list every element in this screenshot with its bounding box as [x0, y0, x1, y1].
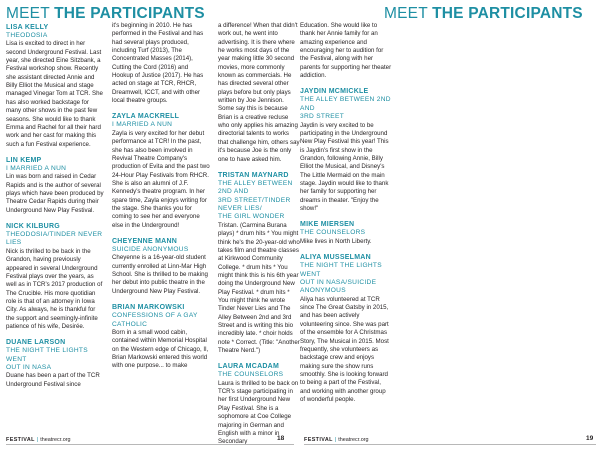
participant-entry: [112, 237, 210, 296]
participant-bio: Jaydin is very excited to be participating in the Underground New Play Festival this year! This is Jaydin's first show in the Grandon, following Annie, Billy Elliot the Musical, and Disney's The Little Mermaid on the main stage. Jaydin would like to thank her family for supporting her dreams in theater. "Enjoy the show!": [300, 121, 389, 213]
participant-name: MIKE MIERSEN: [300, 221, 355, 229]
participant-role: THE ALLEY BETWEEN 2ND AND: [300, 96, 391, 112]
participant-name: ALIYA MUSSELMAN: [300, 254, 371, 262]
participant-name: LISA KELLY: [6, 24, 49, 31]
participant-role: THE NIGHT THE LIGHTS WENT: [6, 347, 88, 363]
participant-entry: [6, 338, 104, 389]
participant-name: JAYDIN MCMICKLE: [300, 88, 369, 96]
participant-bio: Lin was born and raised in Cedar Rapids and is the author of several plays which have been produced by Theatre Cedar Rapids during their Underground New Play Festival.: [6, 173, 104, 214]
page-number: 18: [277, 435, 285, 442]
participant-role: THE NIGHT THE LIGHTS WENT: [300, 262, 382, 278]
participant-entry: [218, 22, 300, 164]
participant-bio: Born in a small wood cabin, contained within Memorial Hospital on the Western edge of Chicago, Il, Brian Markowski entered this world with one purpose... to make: [112, 328, 209, 370]
page-right: [300, 0, 600, 456]
participant-role: THEODOSIA/TINDER NEVER LIES: [6, 231, 103, 247]
footer-brand: FESTIVAL: [304, 437, 333, 443]
footer-separator: |: [334, 437, 337, 443]
participant-entry: [300, 22, 392, 80]
participant-entry: [6, 156, 104, 215]
participant-entry: [218, 171, 300, 356]
column-3: [218, 22, 300, 454]
participant-name: DUANE LARSON: [6, 339, 66, 347]
participant-entry: [300, 87, 392, 213]
participant-bio: Mike lives in North Liberty.: [300, 237, 372, 245]
participant-role: ANONYMOUS: [300, 287, 346, 295]
participant-name: BRIAN MARKOWSKI: [112, 304, 185, 312]
title-bold: THE PARTICIPANTS: [54, 5, 205, 22]
participant-bio: Education. She would like to thank her Annie family for an amazing experience and encouraging her to audition for the Festival, along with her parents for supporting her theater addiction.: [300, 22, 392, 80]
footer-rule: [304, 444, 596, 445]
participant-bio: Aliya has volunteered at TCR since The Great Gatsby in 2015, and has been actively volunteering since. She was part of the ensemble for A Christmas Story, The Musical in 2015. Most frequently, she volunteers as backstage crew and enjoys making sure the show runs smoothly. She is looking forward to being a part of the Festival, and working with another group of wonderful people.: [300, 295, 389, 403]
participant-entry: [6, 222, 104, 331]
participant-role: OUT IN NASA: [6, 364, 52, 372]
participant-role: THEODOSIA: [6, 32, 48, 39]
participant-role: THE COUNSELORS: [300, 229, 366, 237]
title-thin: MEET: [384, 5, 428, 22]
participant-role: I MARRIED A NUN: [6, 164, 67, 172]
participant-bio: Nick is thrilled to be back in the Grandon, having previously appeared in several Underground Festival plays over the years, as well as in TCR's 2017 production of The Crucible. His more quotidian role is that of an attorney in Iowa City. As always, he is thankful for the support and seemingly-infinite patience of his wife, Desirée.: [6, 247, 103, 330]
participant-bio: a difference! When that didn't work out, he went into advertising. It is there where he works most days of the year making little 30 second movies, more commonly known as commercials. He has directed several other plays before but only plays written by Joe Jennison. Some say this is because Brian is a creative recluse who only applies his amazing directorial talents to works that challenge him, others say it's because Joe is the only one to have asked him.: [218, 22, 300, 163]
participant-entry: [6, 23, 104, 149]
participant-bio: it's beginning in 2010. He has performed in the Festival and has had several plays produced, including Turf (2013), The Concentrated Masses (2014), Cutting the Cord (2016) and Hookup of Justice (2017). He has acted on stage at TCR, RHCR, Dreamwell, ICCT, and with other local theatre groups.: [112, 22, 204, 105]
participant-entry: [112, 22, 210, 105]
participant-name: CHEYENNE MANN: [112, 237, 178, 245]
column-2: [112, 22, 210, 378]
participant-name: ZAYLA MACKRELL: [112, 113, 180, 121]
page-title: [384, 5, 583, 23]
participant-bio: Cheyenne is a 16-year-old student currently enrolled at Linn-Mar High School. She is thrilled to be making her debut into public theatre in the Underground New Play Festival.: [112, 254, 208, 295]
page-title: [6, 5, 205, 23]
footer: [304, 436, 369, 444]
participant-name: TRISTAN MAYNARD: [218, 171, 289, 179]
participant-bio: Zayla is very excited for her debut performance at TCR! In the past, she has also been involved in Revival Theatre Company's production of Evita and the past two 24-Hour Play Festivals from RHCR. She is also an alumni of J.F. Kennedy's theatre program. In her spare time, Zayla enjoys writing for the stage. She thanks you for coming to see her and everyone else in the Underground!: [112, 129, 210, 229]
title-thin: MEET: [6, 5, 50, 22]
participant-role: CONFESSIONS OF A GAY: [112, 312, 198, 320]
footer-url[interactable]: theatrecr.org: [40, 437, 71, 443]
participant-bio: Duane has been a part of the TCR Underground Festival since: [6, 372, 100, 388]
participant-bio: Lisa is excited to direct in her second Underground Festival. Last year, she directed Eine Sitzbank, a Festival workshop show. Recently she assistant directed Annie and Billy Elliot the Musical and stage managed Vinegar Tom at TCR. She has also worked backstage for many other shows in the past few seasons. She would like to thank Emma and Rachel for all their hard work and her cast for making this such a fun Festival experience.: [6, 40, 103, 148]
title-bold: THE PARTICIPANTS: [432, 5, 583, 22]
column-1: [6, 22, 104, 396]
participant-role: CATHOLIC: [112, 320, 148, 328]
participant-bio: Tristan. (Carmina Burana plays) * drum hits * You might think he's the 20-year-old who takes film and theatre classes at Kirkwood Community College. * drum hits * You might think this is his 6th year doing the Underground New Play Festival. * drum hits * You might think he wrote Tinder Never Lies and The Alley Between 2nd and 3rd Street and is writing this bio incredibly late. * choir holds note * Correct. (Title: "Another Theatre Nerd."): [218, 221, 300, 355]
participant-entry: [300, 220, 392, 246]
participant-name: NICK KILBURG: [6, 223, 60, 230]
participant-role: THE ALLEY BETWEEN 2ND AND: [218, 179, 293, 196]
footer: [6, 436, 71, 444]
page-number: 19: [586, 435, 594, 442]
column-1: [300, 22, 392, 411]
footer-separator: |: [36, 437, 39, 443]
participant-name: LAURA MCADAM: [218, 363, 280, 371]
participant-role: 3RD STREET: [300, 113, 345, 121]
participant-role: SUICIDE ANONYMOUS: [112, 245, 189, 253]
participant-entry: [218, 362, 300, 446]
participant-bio: Laura is thrilled to be back on TCR's stage participating in her first Underground New Play Festival. She is a sophomore at Coe College majoring in German and English with a minor in Secondary: [218, 379, 299, 446]
footer-url[interactable]: theatrecr.org: [338, 437, 369, 443]
participant-role: THE COUNSELORS: [218, 371, 284, 379]
participant-role: THE GIRL WONDER: [218, 213, 285, 221]
participant-entry: [112, 112, 210, 230]
participant-entry: [112, 303, 210, 371]
participant-entry: [300, 253, 392, 404]
participant-role: 3RD STREET/TINDER NEVER LIES/: [218, 196, 291, 213]
participant-name: LIN KEMP: [6, 156, 42, 164]
participant-role: I MARRIED A NUN: [112, 121, 173, 129]
footer-rule: [6, 444, 294, 445]
footer-brand: FESTIVAL: [6, 437, 35, 443]
participant-role: OUT IN NASA/SUICIDE: [300, 278, 377, 286]
